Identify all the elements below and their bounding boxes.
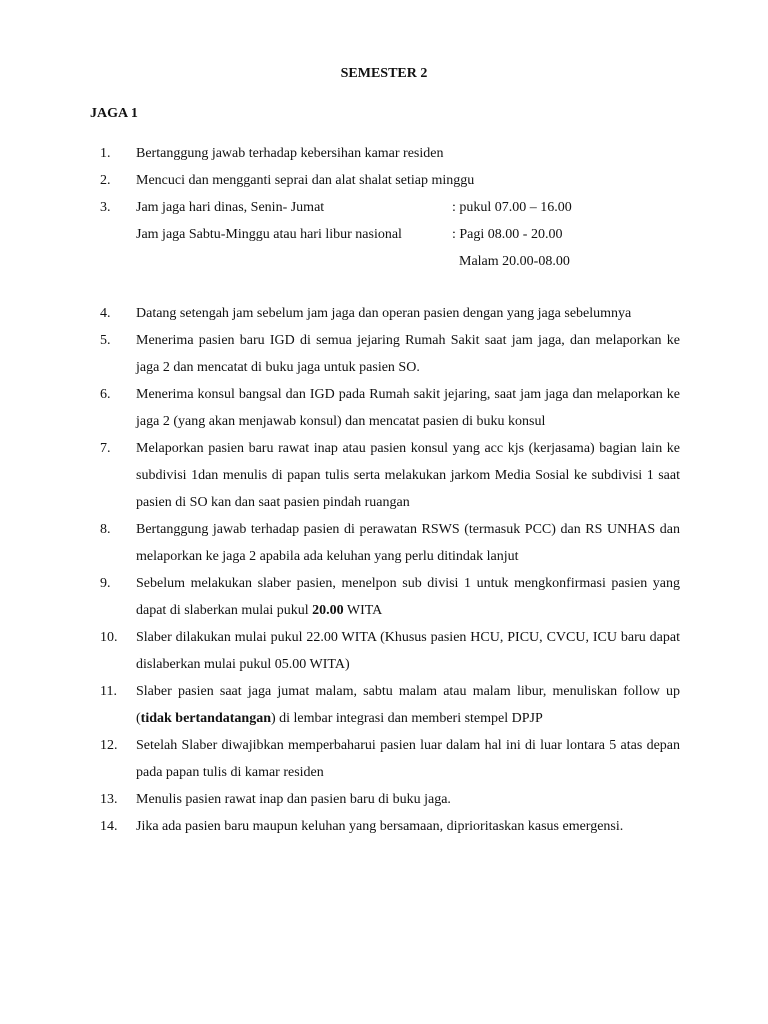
schedule-value: Malam 20.00-08.00	[452, 254, 570, 269]
item-text: Jika ada pasien baru maupun keluhan yang bersamaan, diprioritaskan kasus emergensi.	[136, 819, 624, 834]
bold-time: 20.00	[312, 603, 344, 618]
schedule-value: : pukul 07.00 – 16.00	[452, 200, 572, 215]
list-item	[90, 516, 680, 570]
list-item	[90, 678, 680, 732]
item-number: 9.	[100, 576, 111, 591]
bold-note: tidak bertandatangan	[140, 711, 271, 726]
section-heading: JAGA 1	[90, 106, 138, 121]
schedule-label: Jam jaga hari dinas, Senin- Jumat	[136, 200, 325, 215]
list-item	[90, 327, 680, 381]
schedule-table	[136, 194, 680, 275]
document-title: SEMESTER 2	[340, 66, 428, 81]
item-number: 7.	[100, 441, 111, 456]
schedule-label	[136, 248, 452, 275]
list-item	[90, 435, 680, 516]
item-text: Menerima konsul bangsal dan IGD pada Rumah sakit jejaring, saat jam jaga dan melaporkan ke jaga 2 (yang akan menjawab konsul) dan mencatat pasien di buku konsul	[136, 387, 680, 429]
item-text: Slaber dilakukan mulai pukul 22.00 WITA (Khusus pasien HCU, PICU, CVCU, ICU baru dapat dislaberkan mulai pukul 05.00 WITA)	[136, 630, 680, 672]
list-item	[90, 813, 680, 840]
list-item	[90, 624, 680, 678]
list-item	[90, 300, 680, 327]
item-number: 12.	[100, 738, 118, 753]
schedule-value: : Pagi 08.00 - 20.00	[452, 227, 563, 242]
item-text: Menulis pasien rawat inap dan pasien baru di buku jaga.	[136, 792, 451, 807]
item-number: 3.	[100, 200, 111, 215]
item-number: 5.	[100, 333, 111, 348]
item-number: 1.	[100, 146, 111, 161]
item-text: Bertanggung jawab terhadap kebersihan kamar residen	[136, 146, 444, 161]
list-item	[90, 570, 680, 624]
item-number: 10.	[100, 630, 118, 645]
schedule-label: Jam jaga Sabtu-Minggu atau hari libur nasional	[136, 227, 402, 242]
item-number: 11.	[100, 684, 117, 699]
duty-list	[90, 140, 680, 840]
list-item	[90, 381, 680, 435]
list-item	[90, 732, 680, 786]
schedule-row	[136, 194, 680, 221]
item-text: Setelah Slaber diwajibkan memperbaharui pasien luar dalam hal ini di luar lontara 5 atas depan pada papan tulis di kamar residen	[136, 738, 680, 780]
item-text: Mencuci dan mengganti seprai dan alat shalat setiap minggu	[136, 173, 475, 188]
item-number: 14.	[100, 819, 118, 834]
schedule-row	[136, 248, 680, 275]
item-text: Slaber pasien saat jaga jumat malam, sabtu malam atau malam libur, menuliskan follow up (tidak bertandatangan) di lembar integrasi dan memberi stempel DPJP	[136, 684, 680, 726]
item-number: 2.	[100, 173, 111, 188]
item-number: 6.	[100, 387, 111, 402]
item-text: Bertanggung jawab terhadap pasien di perawatan RSWS (termasuk PCC) dan RS UNHAS dan melaporkan ke jaga 2 apabila ada keluhan yang perlu ditindak lanjut	[136, 522, 680, 564]
item-number: 8.	[100, 522, 111, 537]
item-number: 13.	[100, 792, 118, 807]
item-text: Sebelum melakukan slaber pasien, menelpon sub divisi 1 untuk mengkonfirmasi pasien yang dapat di slaberkan mulai pukul 20.00 WITA	[136, 576, 680, 618]
list-item	[90, 140, 680, 167]
item-text: Datang setengah jam sebelum jam jaga dan operan pasien dengan yang jaga sebelumnya	[136, 306, 632, 321]
item-text: Melaporkan pasien baru rawat inap atau pasien konsul yang acc kjs (kerjasama) bagian lain ke subdivisi 1dan menulis di papan tulis serta melakukan jarkom Media Sosial ke subdivisi 1 saat pasien di SO kan dan saat pasien pindah ruangan	[136, 441, 680, 510]
list-item-schedule	[90, 194, 680, 275]
list-item	[90, 786, 680, 813]
item-text: Menerima pasien baru IGD di semua jejaring Rumah Sakit saat jam jaga, dan melaporkan ke jaga 2 dan mencatat di buku jaga untuk pasien SO.	[136, 333, 680, 375]
schedule-row	[136, 221, 680, 248]
item-number: 4.	[100, 306, 111, 321]
list-item	[90, 167, 680, 194]
